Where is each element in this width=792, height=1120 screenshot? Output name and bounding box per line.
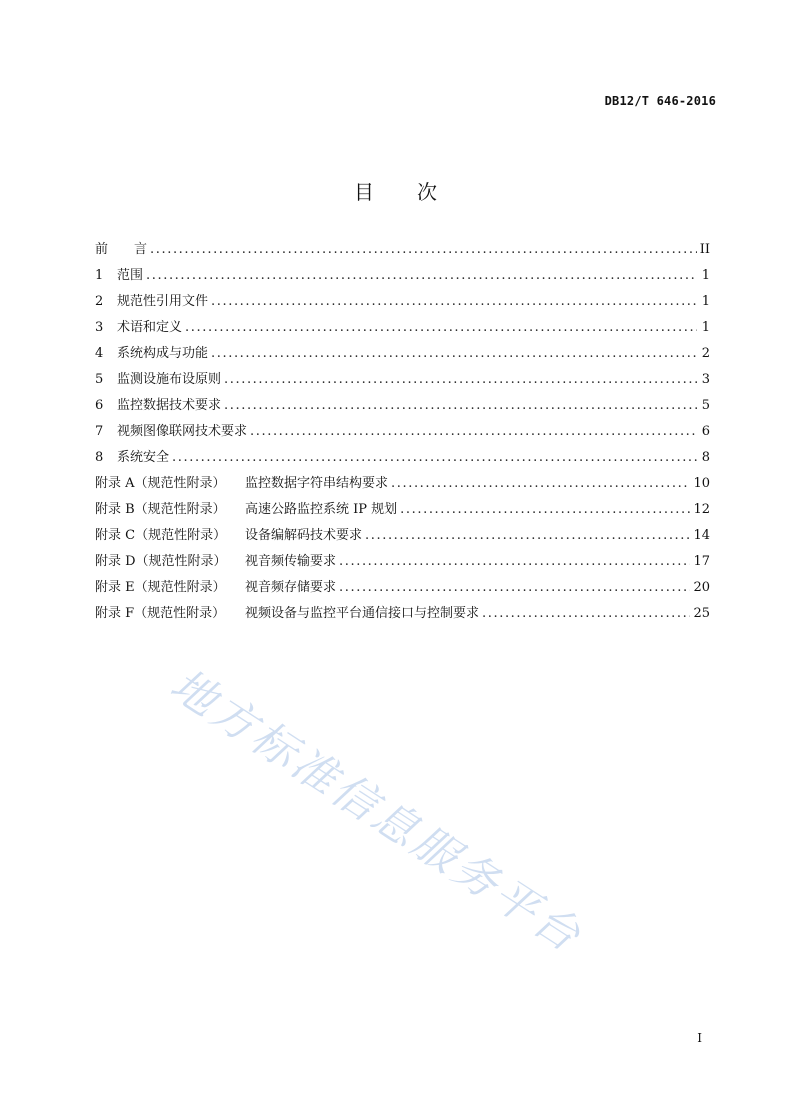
toc-entry-page: 8 <box>701 450 710 465</box>
toc-entry-page: 12 <box>693 502 710 517</box>
toc-entry-3[interactable] <box>95 316 710 342</box>
appendix-title: 高速公路监控系统 IP 规划 <box>245 502 398 517</box>
toc-entry-2[interactable] <box>95 290 710 316</box>
toc-entry-page: 1 <box>701 268 710 283</box>
toc-entry-4[interactable] <box>95 342 710 368</box>
appendix-title: 视音频存储要求 <box>245 580 337 595</box>
dot-leader <box>482 606 690 621</box>
appendix-title: 监控数据字符串结构要求 <box>245 476 389 491</box>
toc-entry-page: 14 <box>693 528 710 543</box>
toc-title <box>0 176 792 205</box>
toc-title-left: 目 <box>354 180 375 204</box>
appendix-title: 视频设备与监控平台通信接口与控制要求 <box>245 606 480 621</box>
toc-entry-page: II <box>699 242 710 257</box>
toc-entry-page: 25 <box>693 606 710 621</box>
appendix-label: 附录 F（规范性附录） <box>95 606 226 621</box>
toc-entry-label: 前 言 <box>95 242 148 257</box>
dot-leader <box>150 242 697 257</box>
toc-entry-page: 3 <box>701 372 710 387</box>
toc-entry-label: 术语和定义 <box>117 320 183 335</box>
appendix-label: 附录 C（规范性附录） <box>95 528 227 543</box>
toc-entry-page: 10 <box>693 476 710 491</box>
appendix-label: 附录 D（规范性附录） <box>95 554 227 569</box>
toc-entry-label: 范围 <box>117 268 144 283</box>
toc-title-right: 次 <box>417 180 438 204</box>
toc-entry-page: 20 <box>693 580 710 595</box>
toc-entry-page: 6 <box>701 424 710 439</box>
toc-entry-page: 1 <box>701 294 710 309</box>
toc-entry-number: 4 <box>95 346 104 361</box>
toc-entry-number: 3 <box>95 320 104 335</box>
appendix-label: 附录 E（规范性附录） <box>95 580 226 595</box>
dot-leader <box>211 294 697 309</box>
toc-entry-number: 1 <box>95 268 104 283</box>
toc-entry-foreword[interactable] <box>95 238 710 264</box>
dot-leader <box>224 398 697 413</box>
toc-entry-label: 视频图像联网技术要求 <box>117 424 248 439</box>
dot-leader <box>339 554 690 569</box>
toc-entry-page: 5 <box>701 398 710 413</box>
toc-entry-number: 6 <box>95 398 104 413</box>
appendix-label: 附录 A（规范性附录） <box>95 476 226 491</box>
watermark: 地方标准信息服务平台 <box>161 659 592 964</box>
dot-leader <box>365 528 690 543</box>
dot-leader <box>211 346 697 361</box>
dot-leader <box>224 372 697 387</box>
dot-leader <box>339 580 690 595</box>
toc-entry-number: 2 <box>95 294 104 309</box>
dot-leader <box>250 424 697 439</box>
document-code: DB12/T 646-2016 <box>604 94 716 108</box>
toc-entry-page: 2 <box>701 346 710 361</box>
toc-entry-6[interactable] <box>95 394 710 420</box>
toc-entry-number: 7 <box>95 424 104 439</box>
table-of-contents <box>95 238 710 628</box>
toc-appendix-c[interactable] <box>95 524 710 550</box>
page-number: I <box>697 1031 702 1045</box>
toc-appendix-a[interactable] <box>95 472 710 498</box>
dot-leader <box>146 268 697 283</box>
dot-leader <box>400 502 690 517</box>
toc-entry-page: 1 <box>701 320 710 335</box>
dot-leader <box>185 320 697 335</box>
toc-appendix-f[interactable] <box>95 602 710 628</box>
toc-entry-5[interactable] <box>95 368 710 394</box>
dot-leader <box>172 450 697 465</box>
toc-entry-number: 8 <box>95 450 104 465</box>
appendix-title: 视音频传输要求 <box>245 554 337 569</box>
toc-entry-label: 监测设施布设原则 <box>117 372 222 387</box>
toc-entry-label: 监控数据技术要求 <box>117 398 222 413</box>
toc-entry-number: 5 <box>95 372 104 387</box>
toc-entry-page: 17 <box>693 554 710 569</box>
toc-entry-7[interactable] <box>95 420 710 446</box>
toc-appendix-e[interactable] <box>95 576 710 602</box>
dot-leader <box>391 476 690 491</box>
toc-appendix-b[interactable] <box>95 498 710 524</box>
toc-entry-label: 系统构成与功能 <box>117 346 209 361</box>
appendix-title: 设备编解码技术要求 <box>245 528 363 543</box>
toc-entry-8[interactable] <box>95 446 710 472</box>
toc-appendix-d[interactable] <box>95 550 710 576</box>
toc-entry-1[interactable] <box>95 264 710 290</box>
appendix-label: 附录 B（规范性附录） <box>95 502 226 517</box>
toc-entry-label: 系统安全 <box>117 450 170 465</box>
toc-entry-label: 规范性引用文件 <box>117 294 209 309</box>
